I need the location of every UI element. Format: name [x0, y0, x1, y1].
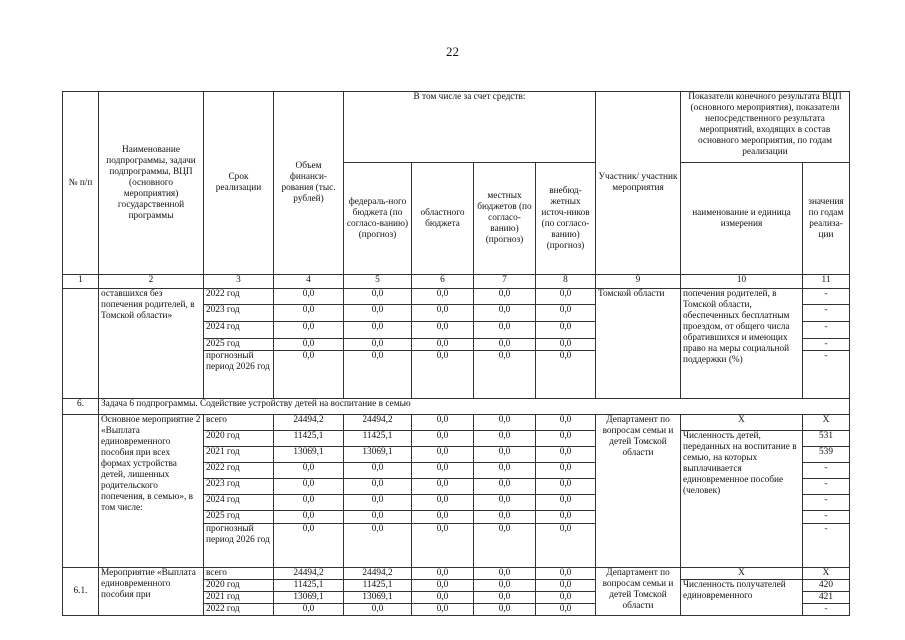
amount-regional: 0,0	[412, 463, 474, 479]
amount-regional: 0,0	[412, 580, 474, 592]
task-title: Задача 6 подпрограммы. Содействие устройству детей на воспитание в семью	[99, 399, 850, 415]
page-number: 22	[446, 44, 459, 59]
indicator-x: Х	[681, 568, 803, 580]
header-indicator-name: наименование и единица измерения	[681, 163, 803, 275]
amount-total: 13069,1	[274, 447, 344, 463]
amount-regional: 0,0	[412, 322, 474, 339]
amount-extrabudget: 0,0	[536, 447, 596, 463]
amount-total: 11425,1	[274, 431, 344, 447]
period: 2022 год	[204, 463, 274, 479]
header-participant: Участник/ участник мероприятия	[596, 92, 681, 275]
indicator-value: -	[803, 604, 850, 616]
col-number: 11	[803, 275, 850, 289]
period: 2023 год	[204, 305, 274, 322]
amount-federal: 24494,2	[344, 568, 412, 580]
activity-name: Мероприятие «Выплата единовременного пособия при	[99, 568, 204, 616]
period: прогнозный период 2026 год	[204, 351, 274, 399]
period: всего	[204, 568, 274, 580]
amount-federal: 0,0	[344, 322, 412, 339]
participant: Томской области	[596, 289, 681, 399]
amount-total: 0,0	[274, 511, 344, 524]
amount-total: 24494,2	[274, 568, 344, 580]
amount-regional: 0,0	[412, 479, 474, 495]
header-extrabudget: внебюд-жетных источ-ников (по согласо-ванию) (прогноз)	[536, 163, 596, 275]
amount-extrabudget: 0,0	[536, 322, 596, 339]
amount-local: 0,0	[474, 431, 536, 447]
indicator-name: Численность детей, переданных на воспитание в семью, на которых выплачивается единовременное пособие (человек)	[681, 431, 803, 568]
amount-total: 0,0	[274, 495, 344, 511]
indicator-value: Х	[803, 415, 850, 431]
indicator-value: -	[803, 289, 850, 305]
amount-extrabudget: 0,0	[536, 604, 596, 616]
amount-local: 0,0	[474, 289, 536, 305]
amount-regional: 0,0	[412, 511, 474, 524]
amount-total: 0,0	[274, 289, 344, 305]
header-volume: Объем финанси-рования (тыс. рублей)	[274, 92, 344, 275]
amount-local: 0,0	[474, 495, 536, 511]
amount-total: 11425,1	[274, 580, 344, 592]
amount-local: 0,0	[474, 463, 536, 479]
indicator-name: Численность получателей единовременного	[681, 580, 803, 616]
amount-regional: 0,0	[412, 289, 474, 305]
header-number: № п/п	[63, 92, 99, 275]
amount-extrabudget: 0,0	[536, 351, 596, 399]
amount-regional: 0,0	[412, 431, 474, 447]
col-number: 1	[63, 275, 99, 289]
period: 2022 год	[204, 604, 274, 616]
amount-regional: 0,0	[412, 305, 474, 322]
amount-federal: 0,0	[344, 339, 412, 351]
amount-federal: 24494,2	[344, 415, 412, 431]
amount-local: 0,0	[474, 447, 536, 463]
amount-federal: 0,0	[344, 524, 412, 568]
indicator-value: 420	[803, 580, 850, 592]
period: 2023 год	[204, 479, 274, 495]
indicator-value: -	[803, 351, 850, 399]
amount-local: 0,0	[474, 351, 536, 399]
amount-federal: 0,0	[344, 511, 412, 524]
indicator-value: 539	[803, 447, 850, 463]
amount-federal: 11425,1	[344, 431, 412, 447]
period: 2020 год	[204, 431, 274, 447]
header-regional: областного бюджета	[412, 163, 474, 275]
col-number: 4	[274, 275, 344, 289]
header-period: Срок реализации	[204, 92, 274, 275]
amount-local: 0,0	[474, 305, 536, 322]
indicator-value: -	[803, 524, 850, 568]
amount-federal: 0,0	[344, 604, 412, 616]
period: 2024 год	[204, 495, 274, 511]
amount-federal: 0,0	[344, 351, 412, 399]
col-number: 6	[412, 275, 474, 289]
program-table	[62, 91, 850, 616]
row-number	[63, 415, 99, 568]
amount-regional: 0,0	[412, 568, 474, 580]
amount-regional: 0,0	[412, 524, 474, 568]
amount-local: 0,0	[474, 479, 536, 495]
amount-total: 0,0	[274, 479, 344, 495]
activity-name: Основное мероприятие 2 «Выплата единовременного пособия при всех формах устройства детей, лишенных родительского попечения, в семью», в том числе:	[99, 415, 204, 568]
amount-regional: 0,0	[412, 415, 474, 431]
amount-federal: 0,0	[344, 463, 412, 479]
amount-regional: 0,0	[412, 339, 474, 351]
amount-extrabudget: 0,0	[536, 592, 596, 604]
amount-regional: 0,0	[412, 495, 474, 511]
amount-total: 13069,1	[274, 592, 344, 604]
period: 2021 год	[204, 592, 274, 604]
amount-extrabudget: 0,0	[536, 479, 596, 495]
header-result-group: Показатели конечного результата ВЦП (основного мероприятия), показатели непосредственного результата мероприятий, входящих в состав основного мероприятия, по годам реализации	[681, 92, 850, 163]
amount-federal: 0,0	[344, 289, 412, 305]
indicator-value: 531	[803, 431, 850, 447]
period: 2025 год	[204, 339, 274, 351]
amount-extrabudget: 0,0	[536, 580, 596, 592]
amount-federal: 0,0	[344, 495, 412, 511]
amount-total: 0,0	[274, 322, 344, 339]
col-number: 5	[344, 275, 412, 289]
col-number: 2	[99, 275, 204, 289]
amount-extrabudget: 0,0	[536, 495, 596, 511]
amount-local: 0,0	[474, 322, 536, 339]
indicator-value: -	[803, 479, 850, 495]
amount-extrabudget: 0,0	[536, 463, 596, 479]
participant: Департамент по вопросам семьи и детей Томской области	[596, 568, 681, 616]
amount-total: 0,0	[274, 305, 344, 322]
amount-total: 0,0	[274, 604, 344, 616]
amount-extrabudget: 0,0	[536, 339, 596, 351]
amount-extrabudget: 0,0	[536, 305, 596, 322]
header-federal: федераль-ного бюджета (по согласо-ванию) (прогноз)	[344, 163, 412, 275]
amount-local: 0,0	[474, 568, 536, 580]
header-local: местных бюджетов (по согласо-ванию) (прогноз)	[474, 163, 536, 275]
amount-local: 0,0	[474, 511, 536, 524]
col-number: 8	[536, 275, 596, 289]
period: 2022 год	[204, 289, 274, 305]
period: 2021 год	[204, 447, 274, 463]
amount-extrabudget: 0,0	[536, 511, 596, 524]
col-number: 9	[596, 275, 681, 289]
indicator-value: -	[803, 511, 850, 524]
col-number: 7	[474, 275, 536, 289]
amount-local: 0,0	[474, 604, 536, 616]
col-number: 3	[204, 275, 274, 289]
amount-federal: 13069,1	[344, 592, 412, 604]
row-number	[63, 289, 99, 399]
amount-federal: 13069,1	[344, 447, 412, 463]
indicator-name: попечения родителей, в Томской области, обеспеченных бесплатным проездом, от общего числа обратившихся и имеющих право на меры социальной поддержки (%)	[681, 289, 803, 399]
period: 2020 год	[204, 580, 274, 592]
activity-name: оставшихся без попечения родителей, в Томской области»	[99, 289, 204, 399]
amount-extrabudget: 0,0	[536, 415, 596, 431]
amount-total: 0,0	[274, 524, 344, 568]
amount-extrabudget: 0,0	[536, 568, 596, 580]
participant: Департамент по вопросам семьи и детей Томской области	[596, 415, 681, 568]
amount-federal: 0,0	[344, 479, 412, 495]
amount-regional: 0,0	[412, 592, 474, 604]
amount-local: 0,0	[474, 592, 536, 604]
header-funding-group: В том числе за счет средств:	[344, 92, 596, 163]
indicator-value: -	[803, 322, 850, 339]
amount-federal: 0,0	[344, 305, 412, 322]
amount-total: 0,0	[274, 339, 344, 351]
header-indicator-values: значения по годам реализа-ции	[803, 163, 850, 275]
amount-local: 0,0	[474, 580, 536, 592]
amount-regional: 0,0	[412, 604, 474, 616]
period: 2025 год	[204, 511, 274, 524]
amount-local: 0,0	[474, 415, 536, 431]
amount-local: 0,0	[474, 339, 536, 351]
indicator-value: -	[803, 305, 850, 322]
amount-total: 0,0	[274, 463, 344, 479]
amount-local: 0,0	[474, 524, 536, 568]
amount-total: 0,0	[274, 351, 344, 399]
amount-extrabudget: 0,0	[536, 289, 596, 305]
amount-federal: 11425,1	[344, 580, 412, 592]
period: прогнозный период 2026 год	[204, 524, 274, 568]
indicator-value: 421	[803, 592, 850, 604]
task-number: 6.	[63, 399, 99, 415]
indicator-value: Х	[803, 568, 850, 580]
period: 2024 год	[204, 322, 274, 339]
header-program-name: Наименование подпрограммы, задачи подпрограммы, ВЦП (основного мероприятия) государственной программы	[99, 92, 204, 275]
amount-regional: 0,0	[412, 351, 474, 399]
amount-regional: 0,0	[412, 447, 474, 463]
amount-extrabudget: 0,0	[536, 524, 596, 568]
indicator-x: Х	[681, 415, 803, 431]
indicator-value: -	[803, 339, 850, 351]
col-number: 10	[681, 275, 803, 289]
amount-total: 24494,2	[274, 415, 344, 431]
amount-extrabudget: 0,0	[536, 431, 596, 447]
row-number: 6.1.	[63, 568, 99, 616]
indicator-value: -	[803, 495, 850, 511]
indicator-value: -	[803, 463, 850, 479]
period: всего	[204, 415, 274, 431]
